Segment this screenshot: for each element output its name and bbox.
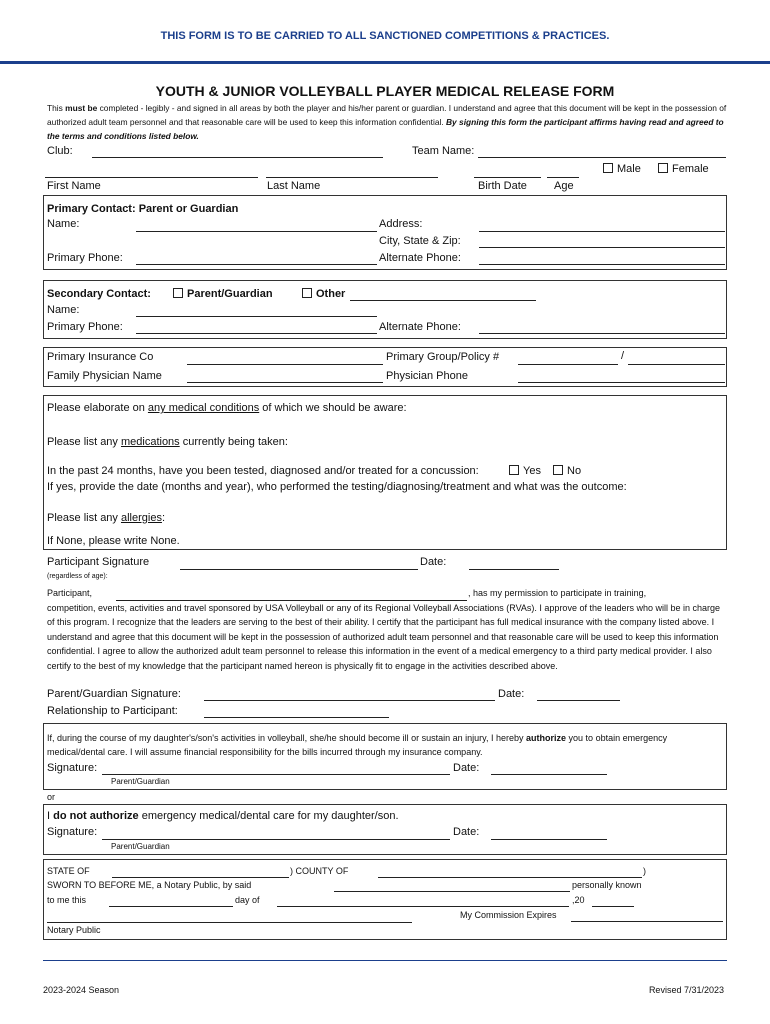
authorize-statement: If, during the course of my daughter's/son's activities in volleyball, she/he should become ill or sustain an injury, I hereby authorize you to obtain emergency medical/dental care. I will assume financial responsibility for the bills incurred through my insurance company. (47, 733, 668, 757)
birth-date-field[interactable] (474, 177, 541, 178)
permission-statement: , has my permission to participate in training, (468, 588, 647, 598)
physician-name-field[interactable] (187, 382, 383, 383)
authorize-signature-label: Signature: (47, 762, 98, 774)
medical-conditions-prompt[interactable]: Please elaborate on any medical conditions of which we should be aware: (47, 402, 407, 414)
notary-close-paren: ) (643, 866, 646, 876)
notary-year-field[interactable] (592, 906, 634, 907)
male-checkbox[interactable] (603, 163, 613, 173)
male-option[interactable]: Male (603, 163, 641, 175)
notary-year-label: ,20 (572, 895, 585, 905)
notary-county-label: ) COUNTY OF (290, 866, 349, 876)
primary-city-field[interactable] (479, 247, 725, 248)
secondary-phone-label: Primary Phone: (47, 321, 123, 333)
secondary-other-field[interactable] (350, 300, 536, 301)
participant-label: Participant, (47, 588, 93, 598)
insurance-company-label: Primary Insurance Co (47, 351, 154, 363)
club-field[interactable] (92, 157, 383, 158)
last-name-label: Last Name (267, 180, 321, 192)
notary-day-of-label: day of (235, 895, 260, 905)
or-label: or (47, 792, 56, 802)
authorize-signature-field[interactable] (102, 774, 450, 775)
physician-name-label: Family Physician Name (47, 370, 162, 382)
first-name-field[interactable] (45, 177, 258, 178)
notary-to-me-label: to me this (47, 895, 87, 905)
participant-signature-label: Participant Signature (47, 556, 150, 568)
participant-date-field[interactable] (469, 569, 559, 570)
age-label: Age (554, 180, 574, 192)
insurance-slash: / (621, 350, 625, 362)
club-label: Club: (47, 145, 73, 157)
notary-county-field[interactable] (378, 877, 642, 878)
notary-sworn-label: SWORN TO BEFORE ME, a Notary Public, by said (47, 880, 252, 890)
primary-contact-heading: Primary Contact: Parent or Guardian (47, 203, 239, 215)
relationship-label: Relationship to Participant: (47, 705, 178, 717)
parent-guardian-checkbox[interactable] (173, 288, 183, 298)
female-option[interactable]: Female (658, 163, 709, 175)
secondary-phone-field[interactable] (136, 333, 377, 334)
notary-public-label: Notary Public (47, 925, 101, 935)
primary-alt-phone-label: Alternate Phone: (379, 252, 461, 264)
not-authorize-signature-label: Signature: (47, 826, 98, 838)
concussion-no-option[interactable]: No (553, 465, 581, 477)
secondary-parent-option[interactable]: Parent/Guardian (173, 288, 273, 300)
not-authorize-date-field[interactable] (491, 839, 607, 840)
secondary-contact-heading: Secondary Contact: (47, 288, 151, 300)
insurance-group-label: Primary Group/Policy # (386, 351, 500, 363)
secondary-alt-phone-field[interactable] (479, 333, 725, 334)
banner-rule (0, 61, 770, 64)
participant-signature-field[interactable] (180, 569, 418, 570)
female-checkbox[interactable] (658, 163, 668, 173)
primary-city-label: City, State & Zip: (379, 235, 461, 247)
secondary-name-label: Name: (47, 304, 80, 316)
birth-date-label: Birth Date (478, 180, 527, 192)
medications-prompt[interactable]: Please list any medications currently being taken: (47, 436, 288, 448)
notary-box (43, 859, 727, 940)
parent-signature-field[interactable] (204, 700, 495, 701)
footer-rule (43, 960, 727, 961)
secondary-other-option[interactable]: Other (302, 288, 345, 300)
insurance-company-field[interactable] (187, 364, 383, 365)
primary-phone-field[interactable] (136, 264, 377, 265)
regardless-note: (regardless of age): (47, 573, 108, 580)
primary-name-label: Name: (47, 218, 80, 230)
insurance-policy-field[interactable] (628, 364, 725, 365)
relationship-field[interactable] (204, 717, 389, 718)
not-authorize-signature-field[interactable] (102, 839, 450, 840)
other-checkbox[interactable] (302, 288, 312, 298)
authorize-caption: Parent/Guardian (111, 777, 170, 786)
first-name-label: First Name (47, 180, 101, 192)
notary-known-label: personally known (572, 880, 642, 890)
concussion-question: In the past 24 months, have you been tested, diagnosed and/or treated for a concussion: (47, 465, 479, 477)
insurance-group-field[interactable] (518, 364, 618, 365)
primary-address-label: Address: (379, 218, 423, 230)
primary-phone-label: Primary Phone: (47, 252, 123, 264)
notary-commission-field[interactable] (571, 921, 723, 922)
secondary-name-field[interactable] (136, 316, 377, 317)
primary-alt-phone-field[interactable] (479, 264, 725, 265)
age-field[interactable] (547, 177, 579, 178)
parent-signature-label: Parent/Guardian Signature: (47, 688, 181, 700)
primary-address-field[interactable] (479, 231, 725, 232)
authorize-date-field[interactable] (491, 774, 607, 775)
concussion-followup[interactable]: If yes, provide the date (months and year), who performed the testing/diagnosing/treatment and what was the outcome: (47, 481, 627, 493)
intro-text: This must be completed - legibly - and signed in all areas by both the player and his/her parent or guardian. I understand and agree that this document will be kept in the possession of authorized adult team personnel and that reasonable care will be used to keep this information confidential. By signing this form the participant affirms having read and agreed to the terms and conditions listed below. (47, 103, 727, 141)
notary-commission-label: My Commission Expires (460, 910, 557, 920)
physician-phone-field[interactable] (518, 382, 725, 383)
concussion-yes-checkbox[interactable] (509, 465, 519, 475)
not-authorize-caption: Parent/Guardian (111, 842, 170, 851)
participant-date-label: Date: (420, 556, 447, 568)
permission-body: competition, events, activities and travel sponsored by USA Volleyball or any of its Regional Volleyball Associations (RVAs). I approve of the leaders who will be in charge of this program. I recognize that the leaders are serving to the best of their ability. I certify that the participant has full medical insurance with the company listed above. I understand and agree that this document will be kept in the possession of authorized adult team personnel and that reasonable care will be used to keep this information confidential. I agree to allow the authorized adult team personnel to release this information in the event of a medical emergency to a third party medical provider. I also certify to the best of my knowledge that the participant named hereon is physically fit to engage in the activities described above. (47, 603, 721, 671)
last-name-field[interactable] (266, 177, 438, 178)
secondary-alt-phone-label: Alternate Phone: (379, 321, 461, 333)
parent-date-label: Date: (498, 688, 525, 700)
primary-name-field[interactable] (136, 231, 377, 232)
team-name-field[interactable] (478, 157, 726, 158)
allergies-prompt[interactable]: Please list any allergies: (47, 512, 166, 524)
allergies-none-note: If None, please write None. (47, 535, 180, 547)
notary-signature-field[interactable] (47, 922, 412, 923)
notary-sworn-field[interactable] (334, 891, 570, 892)
concussion-no-checkbox[interactable] (553, 465, 563, 475)
physician-phone-label: Physician Phone (386, 370, 468, 382)
notary-state-field[interactable] (112, 877, 289, 878)
authorize-date-label: Date: (453, 762, 480, 774)
form-title: YOUTH & JUNIOR VOLLEYBALL PLAYER MEDICAL RELEASE FORM (155, 83, 615, 99)
notary-state-label: STATE OF (47, 866, 90, 876)
notary-day-field[interactable] (109, 906, 233, 907)
parent-date-field[interactable] (537, 700, 620, 701)
not-authorize-statement: I do not authorize emergency medical/dental care for my daughter/son. (47, 810, 399, 822)
team-name-label: Team Name: (412, 145, 475, 157)
banner: THIS FORM IS TO BE CARRIED TO ALL SANCTIONED COMPETITIONS & PRACTICES. (160, 30, 610, 42)
not-authorize-date-label: Date: (453, 826, 480, 838)
notary-month-field[interactable] (277, 906, 569, 907)
concussion-yes-option[interactable]: Yes (509, 465, 541, 477)
footer-revised: Revised 7/31/2023 (648, 985, 724, 995)
footer-season: 2023-2024 Season (43, 985, 120, 995)
